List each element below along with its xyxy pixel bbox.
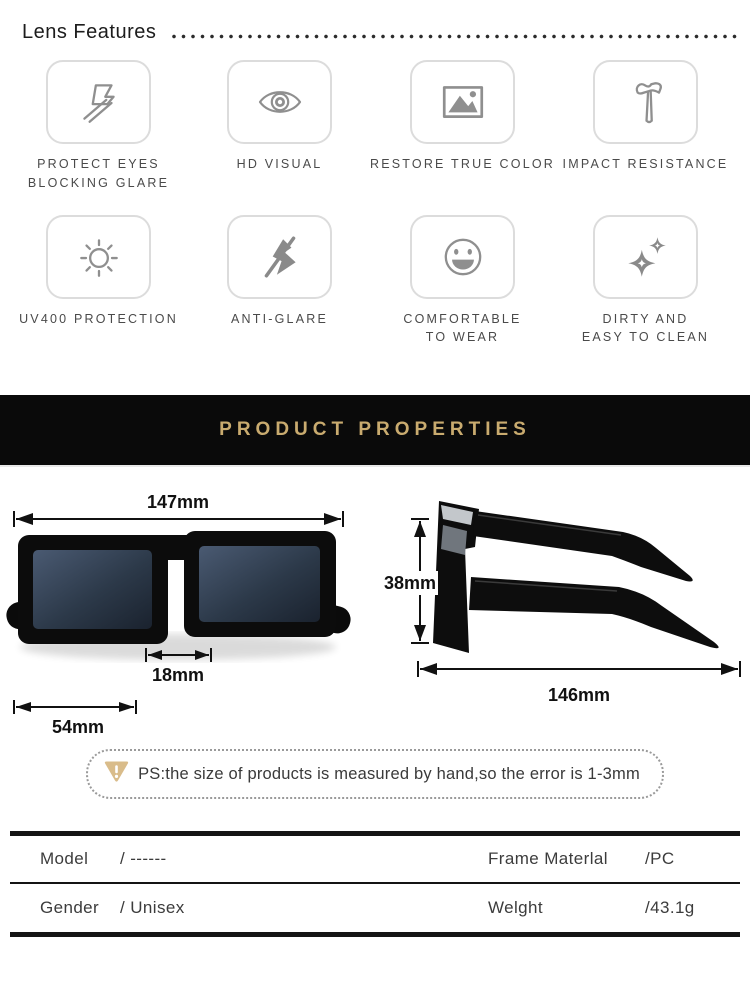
dimension-diagrams [0, 467, 750, 739]
spec-value-frame-material: /PC [645, 849, 675, 868]
hammer-icon [593, 60, 698, 144]
front-view-sunglasses-diagram [6, 483, 351, 738]
product-properties-banner [0, 395, 750, 467]
feature-label: PROTECT EYES BLOCKING GLARE [27, 157, 170, 190]
spec-table [10, 831, 740, 937]
spec-label-model: Model [40, 849, 89, 868]
front-bridge-label: 18mm [151, 665, 205, 685]
spec-label-frame-material: Frame Materlal [488, 849, 608, 868]
table-row [10, 836, 740, 884]
feature-anti-glare [189, 215, 370, 348]
feature-label: ANTI-GLARE [230, 311, 328, 326]
lens-features-header [0, 0, 750, 44]
flash-icon [46, 60, 151, 144]
feature-impact-resistance [555, 60, 736, 193]
smile-icon [410, 215, 515, 299]
side-view-sunglasses-diagram [383, 485, 745, 717]
picture-icon [410, 60, 515, 144]
feature-restore-true-color [370, 60, 555, 193]
feature-uv400 [8, 215, 189, 348]
side-height-label: 38mm [383, 573, 437, 593]
feature-label: IMPACT RESISTANCE [562, 157, 729, 171]
section-title-lens-features: Lens Features [22, 21, 157, 43]
measurement-note-text: PS:the size of products is measured by hand,so the error is 1-3mm [138, 764, 640, 783]
lens-features-grid [0, 60, 750, 347]
front-lens-width-label: 54mm [51, 717, 105, 737]
feature-label: DIRTY AND EASY TO CLEAN [581, 311, 710, 345]
feature-label: HD VISUAL [236, 157, 323, 171]
table-row [10, 884, 740, 932]
sun-icon [46, 215, 151, 299]
warning-icon [104, 760, 129, 788]
spec-value-weight: /43.1g [645, 898, 695, 917]
feature-label: UV400 PROTECTION [19, 311, 178, 326]
spec-value-gender: / Unisex [120, 898, 185, 917]
front-width-label: 147mm [146, 492, 210, 512]
feature-easy-clean [555, 215, 736, 348]
feature-protect-eyes [8, 60, 189, 193]
front-view-sunglasses [6, 531, 351, 660]
side-view-sunglasses [433, 501, 719, 653]
banner-title: PRODUCT PROPERTIES [219, 419, 531, 440]
spec-value-model: / ------ [120, 849, 167, 868]
spec-label-gender: Gender [40, 898, 100, 917]
spec-label-weight: Welght [488, 898, 544, 917]
feature-hd-visual [189, 60, 370, 193]
anti-glare-icon [227, 215, 332, 299]
feature-comfortable [370, 215, 555, 348]
sparkle-icon [593, 215, 698, 299]
dotted-divider [172, 34, 738, 39]
side-temple-length-label: 146mm [547, 685, 611, 705]
feature-label: RESTORE TRUE COLOR [370, 157, 555, 171]
eye-icon [227, 60, 332, 144]
feature-label: COMFORTABLE TO WEAR [403, 311, 522, 345]
measurement-note [86, 749, 664, 799]
